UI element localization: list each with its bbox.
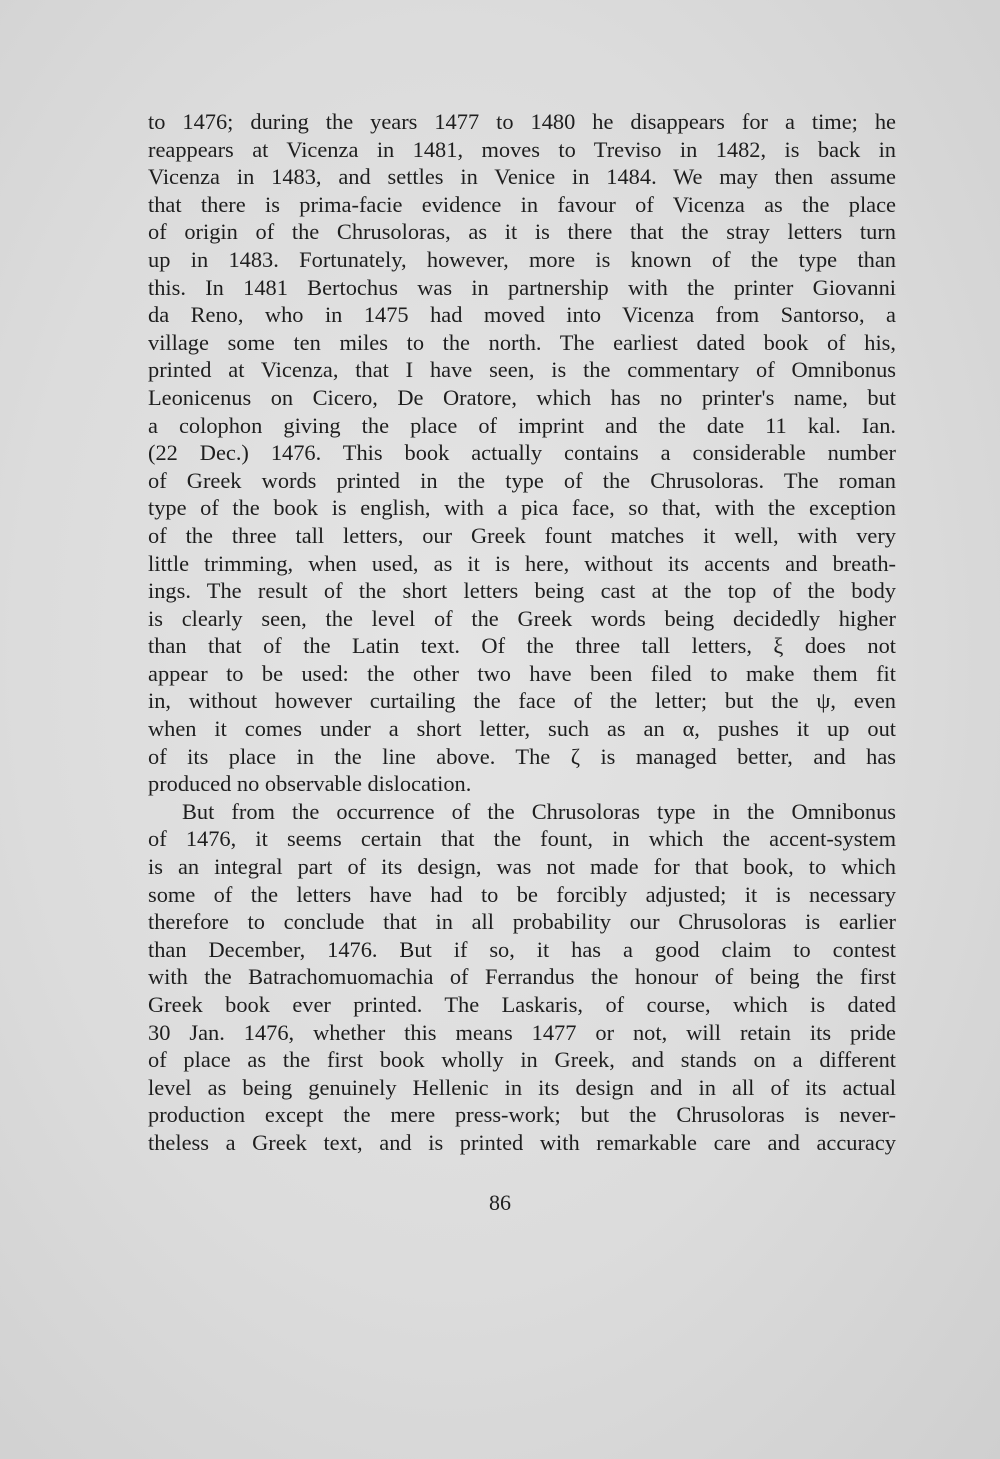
text-line: of place as the first book wholly in Greek, and stands on a different bbox=[148, 1047, 896, 1073]
text-line: up in 1483. Fortunately, however, more is known of the type than bbox=[148, 246, 896, 272]
paragraph-2 bbox=[148, 798, 896, 1157]
page-number: 86 bbox=[489, 1190, 511, 1215]
text-line: Vicenza in 1483, and settles in Venice in 1484. We may then assume bbox=[148, 164, 896, 190]
text-line: that there is prima-facie evidence in favour of Vicenza as the place bbox=[148, 191, 896, 217]
text-line: But from the occurrence of the Chrusoloras type in the Omnibonus bbox=[182, 798, 896, 824]
text-line: this. In 1481 Bertochus was in partnership with the printer Giovanni bbox=[148, 274, 896, 300]
text-line: in, without however curtailing the face of the letter; but the ψ, even bbox=[148, 688, 896, 714]
text-line: to 1476; during the years 1477 to 1480 he disappears for a time; he bbox=[148, 109, 896, 134]
text-line: level as being genuinely Hellenic in its design and in all of its actual bbox=[148, 1074, 896, 1100]
text-line: a colophon giving the place of imprint and the date 11 kal. Ian. bbox=[148, 412, 896, 438]
text-line: therefore to conclude that in all probability our Chrusoloras is earlier bbox=[148, 909, 896, 935]
text-line: village some ten miles to the north. The earliest dated book of his, bbox=[148, 329, 896, 355]
body-text bbox=[148, 108, 896, 1157]
text-line: when it comes under a short letter, such as an α, pushes it up out bbox=[148, 716, 896, 742]
text-line: of the three tall letters, our Greek fount matches it well, with very bbox=[148, 522, 896, 548]
text-line: production except the mere press-work; but the Chrusoloras is never- bbox=[148, 1102, 896, 1128]
text-line: of 1476, it seems certain that the fount, in which the accent-system bbox=[148, 826, 896, 852]
text-line: than that of the Latin text. Of the three tall letters, ξ does not bbox=[148, 633, 896, 659]
text-line: appear to be used: the other two have been filed to make them fit bbox=[148, 660, 896, 686]
text-line: of Greek words printed in the type of the Chrusoloras. The roman bbox=[148, 467, 896, 493]
text-line: is clearly seen, the level of the Greek words being decidedly higher bbox=[148, 605, 896, 631]
text-line: is an integral part of its design, was not made for that book, to which bbox=[148, 854, 896, 880]
paragraph-1 bbox=[148, 108, 896, 798]
text-line: than December, 1476. But if so, it has a good claim to contest bbox=[148, 936, 896, 962]
text-line: printed at Vicenza, that I have seen, is the commentary of Omnibonus bbox=[148, 357, 896, 383]
text-line: da Reno, who in 1475 had moved into Vicenza from Santorso, a bbox=[148, 302, 896, 328]
text-line: produced no observable dislocation. bbox=[148, 771, 472, 797]
text-line: Greek book ever printed. The Laskaris, of course, which is dated bbox=[148, 992, 896, 1017]
text-line: Leonicenus on Cicero, De Oratore, which has no printer's name, but bbox=[148, 384, 896, 410]
text-line: (22 Dec.) 1476. This book actually contains a considerable number bbox=[148, 440, 896, 466]
text-line: ings. The result of the short letters being cast at the top of the body bbox=[148, 578, 896, 604]
text-line: little trimming, when used, as it is here, without its accents and breath- bbox=[148, 550, 896, 576]
text-line: reappears at Vicenza in 1481, moves to Treviso in 1482, is back in bbox=[148, 136, 896, 162]
text-line: type of the book is english, with a pica face, so that, with the exception bbox=[148, 495, 896, 521]
text-line: 30 Jan. 1476, whether this means 1477 or not, will retain its pride bbox=[148, 1019, 896, 1045]
text-line: of its place in the line above. The ζ is managed better, and has bbox=[148, 743, 896, 769]
text-line: some of the letters have had to be forcibly adjusted; it is necessary bbox=[148, 881, 896, 907]
text-line: of origin of the Chrusoloras, as it is there that the stray letters turn bbox=[148, 219, 896, 245]
text-line: with the Batrachomuomachia of Ferrandus the honour of being the first bbox=[148, 964, 896, 990]
text-line: theless a Greek text, and is printed with remarkable care and accuracy bbox=[148, 1129, 896, 1155]
